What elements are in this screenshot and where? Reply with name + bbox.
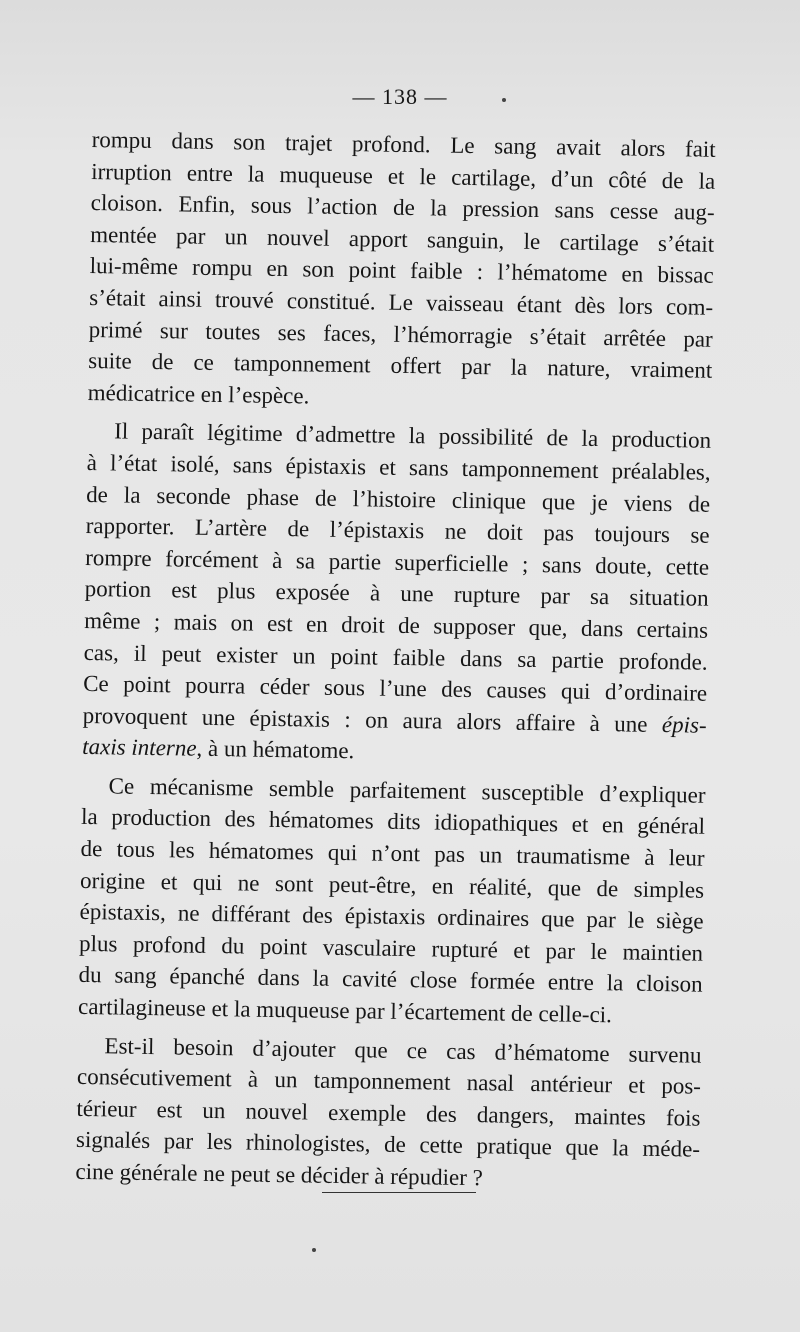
text-line: Est-il besoin d’ajouter que ce cas d’hématome survenu bbox=[104, 1032, 702, 1068]
text-line: lui-même rompu en son point faible : l’hématome en bissac bbox=[89, 253, 714, 289]
text-line: du sang épanché dans la cavité close formée entre la cloison bbox=[78, 962, 703, 998]
text-line: provoquent une épistaxis : on aura alors affaire à une épis- bbox=[82, 702, 707, 738]
print-speck bbox=[502, 98, 506, 102]
text-line: s’était ainsi trouvé constitué. Le vaisseau étant dès lors com- bbox=[89, 284, 714, 320]
text-line: cine générale ne peut se décider à répudier ? bbox=[75, 1158, 484, 1191]
text-line: taxis interne, à un hématome. bbox=[82, 734, 355, 764]
paragraph-4 bbox=[75, 1030, 701, 1198]
text-line: Ce point pourra céder sous l’une des causes qui d’ordinaire bbox=[83, 671, 708, 706]
page-number: — 138 — bbox=[352, 84, 448, 109]
text-line: médicatrice en l’espèce. bbox=[87, 379, 310, 409]
text-line: rompre forcément à sa partie superficielle ; sans doute, cette bbox=[84, 544, 710, 580]
text-line: cartilagineuse et la muqueuse par l’écartement de celle-ci. bbox=[77, 993, 613, 1028]
paragraph-3 bbox=[78, 770, 706, 1033]
text-line: portion est plus exposée à une rupture par sa situation bbox=[84, 576, 709, 612]
text-line: signalés par les rhinologistes, de cette pratique que la méde- bbox=[75, 1127, 701, 1163]
end-rule bbox=[322, 1192, 476, 1193]
text-line: de la seconde phase de l’histoire clinique que je viens de bbox=[85, 481, 711, 517]
text-line: cloison. Enfin, sous l’action de la pression sans cesse aug- bbox=[90, 190, 715, 225]
text-line: primé sur toutes ses faces, l’hémorragie s’était arrêtée par bbox=[88, 316, 713, 352]
text-line: origine et qui ne sont peut-être, en réalité, que de simples bbox=[79, 867, 705, 903]
text-line: irruption entre la muqueuse et le cartilage, d’un côté de la bbox=[91, 158, 716, 194]
text-line: plus profond du point vasculaire rupturé et par le maintien bbox=[78, 930, 704, 966]
text-line: épistaxis, ne différant des épistaxis ordinaires que par le siège bbox=[79, 899, 704, 934]
text-line: térieur est un nouvel exemple des dangers, maintes fois bbox=[76, 1095, 701, 1131]
text-line: Il paraît légitime d’admettre la possibilité de la production bbox=[113, 418, 712, 454]
text-line: rompu dans son trajet profond. Le sang avait alors fait bbox=[91, 126, 716, 162]
paragraph-2 bbox=[82, 415, 711, 772]
text-line: Ce mécanisme semble parfaitement susceptible d’expliquer bbox=[108, 773, 706, 808]
body-text bbox=[75, 124, 716, 1204]
text-line: mentée par un nouvel apport sanguin, le cartilage s’était bbox=[90, 221, 715, 257]
text-line: de tous les hématomes qui n’ont pas un traumatisme à leur bbox=[80, 835, 705, 871]
text-line: suite de ce tamponnement offert par la nature, vraiment bbox=[88, 348, 713, 383]
print-speck bbox=[312, 1248, 316, 1252]
text-line: consécutivement à un tamponnement nasal antérieur et pos- bbox=[76, 1064, 702, 1099]
text-line: rapporter. L’artère de l’épistaxis ne doit pas toujours se bbox=[85, 513, 710, 548]
paragraph-1 bbox=[88, 124, 716, 418]
text-line: même ; mais on est en droit de supposer que, dans certains bbox=[84, 607, 709, 643]
text-line: la production des hématomes dits idiopathiques et en général bbox=[80, 804, 706, 840]
text-line: à l’état isolé, sans épistaxis et sans tamponnement préalables, bbox=[86, 449, 711, 485]
text-line: cas, il peut exister un point faible dans sa partie profonde. bbox=[83, 639, 708, 675]
